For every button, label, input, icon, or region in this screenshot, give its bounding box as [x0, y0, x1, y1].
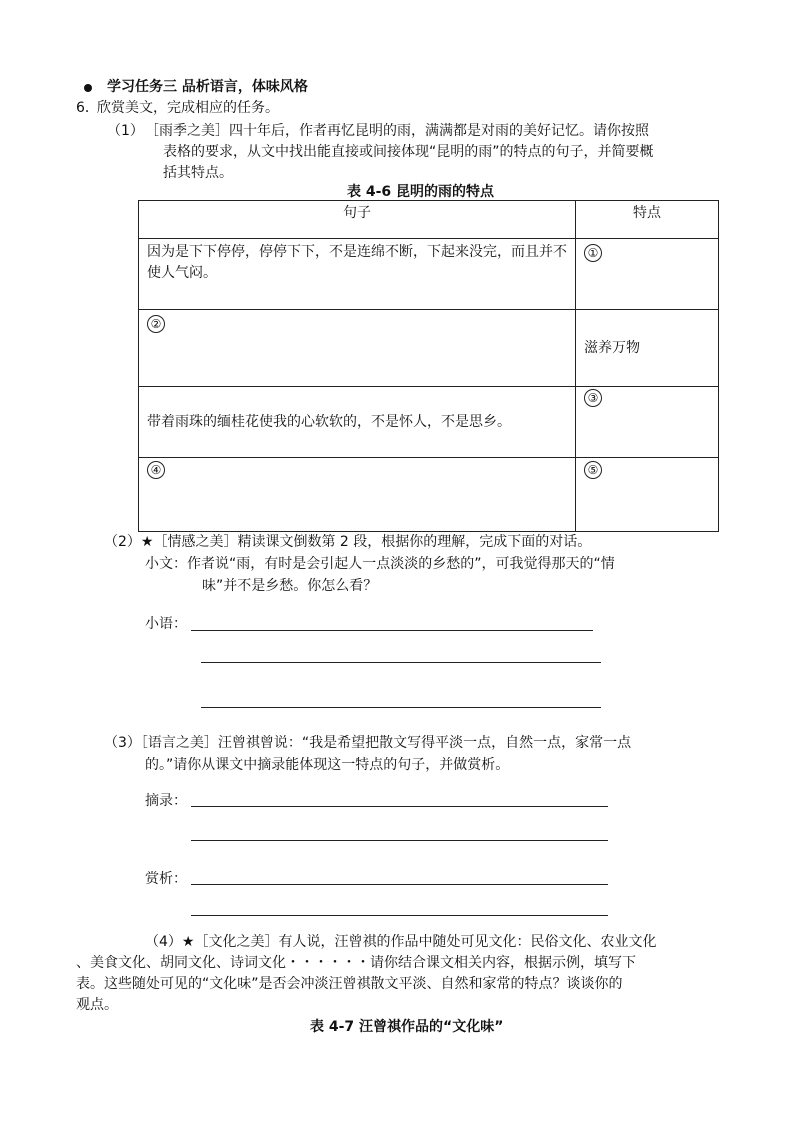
circled-number: ⑤ — [584, 461, 602, 479]
feature-cell[interactable] — [576, 239, 719, 310]
feature-cell[interactable] — [576, 310, 719, 387]
sentence-text: 带着雨珠的缅桂花使我的心软软的，不是怀人，不是思乡。 — [147, 413, 511, 430]
excerpt-label: 摘录： — [145, 793, 187, 809]
part1-line3: 括其特点。 — [163, 165, 233, 181]
xiaoyu-label: 小语： — [145, 616, 187, 632]
circled-number: ② — [147, 315, 165, 333]
answer-line[interactable] — [191, 884, 608, 885]
table-row — [139, 310, 719, 387]
answer-line[interactable] — [191, 840, 608, 841]
part4-line2: 、美食文化、胡同文化、诗词文化・・・・・・请你结合课文相关内容，根据示例，填写下 — [76, 955, 636, 971]
part3-line2: 的。”请你从课文中摘录能体现这一特点的句子，并做赏析。 — [145, 757, 510, 773]
bullet-icon — [84, 84, 92, 92]
header-sentence: 句子 — [139, 201, 576, 239]
part1-number: （1） — [107, 123, 144, 139]
xiaowen-line1: 小文：作者说“雨，有时是会引起人一点淡淡的乡愁的”，可我觉得那天的“情 — [145, 556, 615, 572]
header-feature: 特点 — [576, 201, 719, 239]
answer-line[interactable] — [191, 915, 608, 916]
section-title: 学习任务三 品析语言，体味风格 — [107, 79, 308, 95]
circled-number: ① — [584, 244, 602, 262]
sentence-cell[interactable] — [139, 458, 576, 532]
answer-line[interactable] — [201, 707, 601, 708]
table-4-6 — [138, 200, 719, 532]
sentence-cell[interactable] — [139, 239, 576, 310]
table-row — [139, 458, 719, 532]
feature-cell[interactable] — [576, 387, 719, 458]
part1-line2: 表格的要求，从文中找出能直接或间接体现“昆明的雨”的特点的句子，并简要概 — [163, 144, 654, 160]
answer-line[interactable] — [191, 806, 608, 807]
part4-line4: 观点。 — [76, 997, 118, 1013]
part4-line3: 表。这些随处可见的“文化味”是否会冲淡汪曾祺散文平淡、自然和家常的特点？谈谈你的 — [76, 976, 623, 992]
xiaowen-line2: 味”并不是乡愁。你怎么看？ — [202, 578, 378, 594]
feature-cell[interactable] — [576, 458, 719, 532]
question-text: 欣赏美文，完成相应的任务。 — [97, 100, 279, 116]
table-row — [139, 239, 719, 310]
circled-number: ④ — [147, 461, 165, 479]
part3-line1: （3）［语言之美］汪曾祺曾说：“我是希望把散文写得平淡一点，自然一点，家常一点 — [104, 735, 632, 751]
question-number: 6． — [76, 100, 99, 116]
sentence-cell[interactable] — [139, 387, 576, 458]
part4-line1: （4）★［文化之美］有人说，汪曾祺的作品中随处可见文化：民俗文化、农业文化 — [145, 934, 657, 950]
circled-number: ③ — [584, 389, 602, 407]
table-header-row — [139, 201, 719, 239]
table-row — [139, 387, 719, 458]
table47-caption: 表 4-7 汪曾祺作品的“文化味” — [310, 1019, 504, 1035]
feature-text: 滋养万物 — [584, 339, 640, 356]
table46-caption: 表 4-6 昆明的雨的特点 — [347, 184, 495, 200]
sentence-cell[interactable] — [139, 310, 576, 387]
answer-line[interactable] — [201, 662, 601, 663]
part1-line1: ［雨季之美］四十年后，作者再忆昆明的雨，满满都是对雨的美好记忆。请你按照 — [145, 123, 649, 139]
analysis-label: 赏析： — [145, 871, 187, 887]
sentence-text: 因为是下下停停，停停下下，不是连绵不断，下起来没完，而且并不使人气闷。 — [147, 244, 567, 281]
part2-line1: （2）★［情感之美］精读课文倒数第 2 段，根据你的理解，完成下面的对话。 — [104, 534, 592, 550]
answer-line[interactable] — [191, 630, 593, 631]
